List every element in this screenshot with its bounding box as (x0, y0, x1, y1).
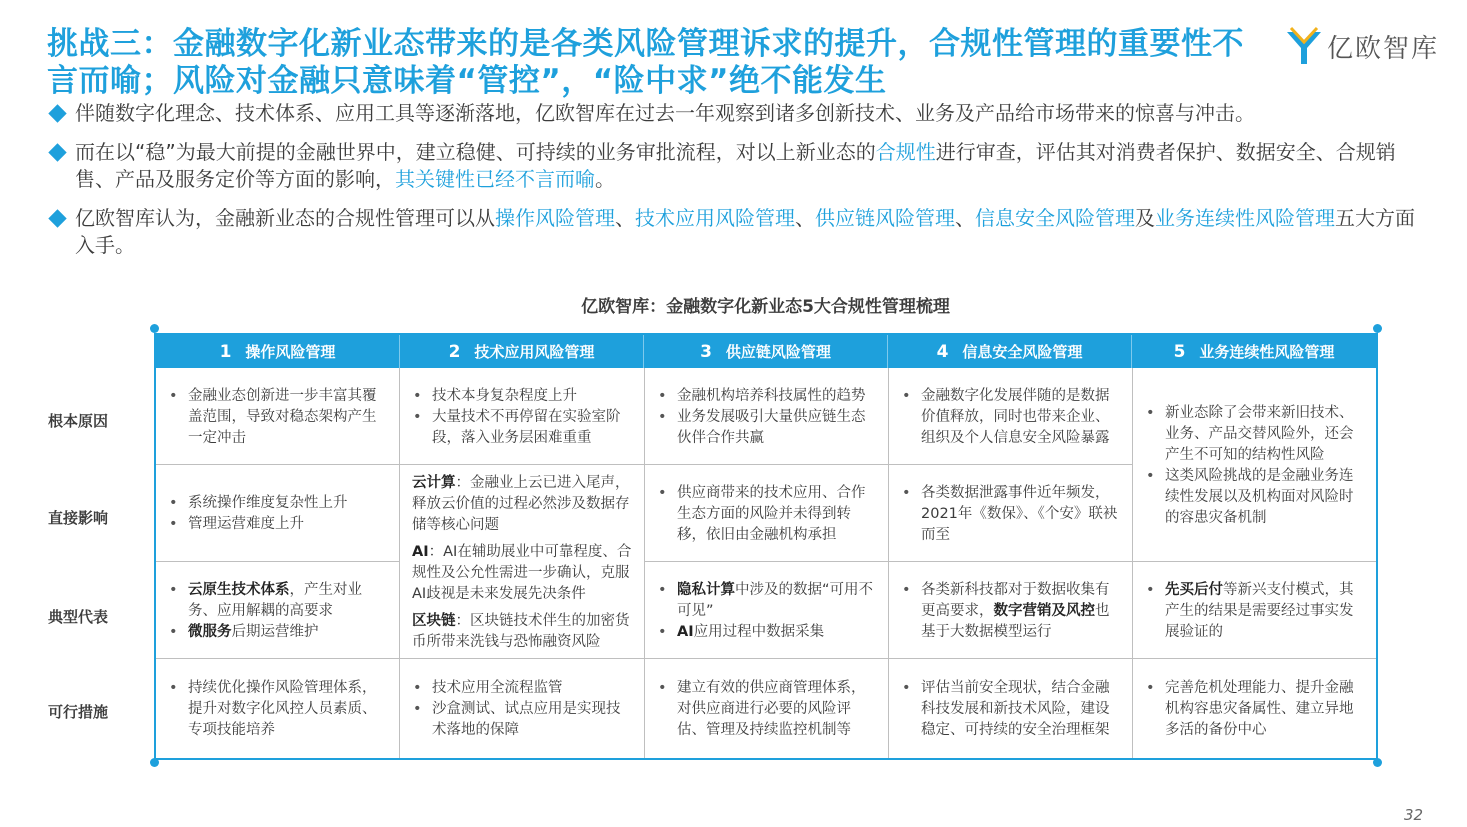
corner-dot-icon (1373, 324, 1382, 333)
diamond-bullet-icon (48, 209, 66, 227)
cell-c2-impact-representative (400, 465, 645, 659)
column-header-3 (644, 335, 888, 368)
cell-c3-measures (645, 659, 889, 758)
list-item: • 金融数字化发展伴随的是数据价值释放，同时也带来企业、组织及个人信息安全风险暴露 (899, 386, 1122, 449)
list-item: • 沙盒测试、试点应用是实现技术落地的保障 (410, 699, 634, 741)
column-number: 4 (936, 341, 949, 362)
item-text: 中涉及的数据“可用不可见” (677, 581, 874, 619)
bold-term: 云原生技术体系 (188, 581, 290, 598)
bullet-text: 亿欧智库认为，金融新业态的合规性管理可以从 (75, 206, 495, 230)
bold-term: 先买后付 (1165, 581, 1223, 598)
highlight-text: 技术应用风险管理 (635, 206, 795, 230)
column-header-5 (1132, 335, 1376, 368)
cell-c1-measures (156, 659, 400, 758)
cell-c2-measures (400, 659, 645, 758)
highlight-text: 信息安全风险管理 (975, 206, 1135, 230)
row-label-root-cause: 根本原因 (48, 412, 109, 430)
list-item (899, 580, 1122, 643)
cell-c2-root (400, 368, 645, 465)
bold-term: AI (677, 623, 694, 640)
row-label-direct-impact: 直接影响 (48, 509, 109, 527)
row-label-typical-case: 典型代表 (48, 608, 109, 626)
bold-term: 数字营销及风控 (993, 602, 1095, 619)
bullet-text: 而在以“稳”为最大前提的金融世界中，建立稳健、可持续的业务审批流程，对以上新业态的 (75, 140, 876, 164)
bullet-text: 五大方面入手。 (75, 206, 1415, 257)
list-item: • 大量技术不再停留在实验室阶段，落入业务层困难重重 (410, 407, 634, 449)
bullet-1 (47, 100, 1427, 127)
diamond-bullet-icon (48, 143, 66, 161)
table-title: 亿欧智库：金融数字化新业态5大合规性管理梳理 (581, 297, 950, 317)
list-item: • 各类数据泄露事件近年频发，2021年《数保》、《个安》联袂而至 (899, 483, 1122, 546)
cell-c4-root (889, 368, 1133, 465)
cell-c4-impact (889, 465, 1133, 562)
bullet-2 (47, 139, 1427, 193)
column-header-4 (888, 335, 1132, 368)
list-item (655, 580, 878, 622)
intro-bullets (47, 100, 1427, 271)
item-text: 也基于大数据模型运行 (921, 602, 1110, 640)
page-number: 32 (1404, 806, 1424, 824)
column-header-1 (156, 335, 400, 368)
cell-c1-representative (156, 562, 400, 659)
cell-c5-representative (1133, 562, 1376, 659)
tech-cloud (412, 473, 636, 536)
list-item: • 建立有效的供应商管理体系，对供应商进行必要的风险评估、管理及持续监控机制等 (655, 678, 878, 741)
table-header (156, 335, 1376, 368)
list-item: • 管理运营难度上升 (166, 514, 389, 535)
list-item: • 金融机构培养科技属性的趋势 (655, 386, 878, 407)
highlight-text: 业务连续性风险管理 (1155, 206, 1335, 230)
item-text: ，产生对业务、应用解耦的高要求 (188, 581, 362, 619)
list-item: • 这类风险挑战的是金融业务连续性发展以及机构面对风险时的容患灾备机制 (1143, 466, 1366, 529)
tech-blockchain (412, 611, 636, 653)
item-text: 应用过程中数据采集 (693, 623, 825, 640)
bullet-3 (47, 205, 1427, 259)
column-number: 5 (1173, 341, 1186, 362)
logo-text: 亿欧智库 (1327, 33, 1440, 64)
item-text: ：区块链技术伴生的加密货币所带来洗钱与恐怖融资风险 (412, 612, 630, 650)
item-text: ：金融业上云已进入尾声，释放云价值的过程必然涉及数据存储等核心问题 (412, 474, 630, 533)
list-item (166, 622, 389, 643)
bullet-text: 进行审查，评估其对消费者保护、数据安全、合规销售、产品及服务定价等方面的影响， (75, 140, 1396, 191)
list-item: • 完善危机处理能力、提升金融机构容患灾备属性、建立异地多活的备份中心 (1143, 678, 1366, 741)
column-label: 技术应用风险管理 (474, 343, 595, 361)
bold-term: 区块链 (412, 612, 456, 629)
column-label: 业务连续性风险管理 (1199, 343, 1335, 361)
highlight-text: 其关键性已经不言而喻 (395, 167, 595, 191)
bold-term: 隐私计算 (677, 581, 735, 598)
list-item: • 供应商带来的技术应用、合作生态方面的风险并未得到转移，依旧由金融机构承担 (655, 483, 878, 546)
list-item: • 技术应用全流程监管 (410, 678, 634, 699)
cell-c3-root (645, 368, 889, 465)
cell-c5-root-impact (1133, 368, 1376, 562)
item-text: 等新兴支付模式，其产生的结果是需要经过事实发展验证的 (1165, 581, 1354, 640)
corner-dot-icon (150, 324, 159, 333)
list-item: • 业务发展吸引大量供应链生态伙伴合作共赢 (655, 407, 878, 449)
compliance-table (154, 333, 1378, 760)
highlight-text: 供应链风险管理 (815, 206, 955, 230)
list-item: • 金融业态创新进一步丰富其覆盖范围，导致对稳态架构产生一定冲击 (166, 386, 389, 449)
bullet-text: 及 (1135, 206, 1155, 230)
row-label-measures: 可行措施 (48, 703, 109, 721)
bullet-text: 。 (595, 167, 615, 191)
bullet-text: 伴随数字化理念、技术体系、应用工具等逐渐落地，亿欧智库在过去一年观察到诸多创新技术、业务及产品给市场带来的惊喜与冲击。 (75, 101, 1255, 125)
highlight-text: 操作风险管理 (495, 206, 615, 230)
page-title: 挑战三：金融数字化新业态带来的是各类风险管理诉求的提升，合规性管理的重要性不言而喻；风险对金融只意味着“管控”，“险中求”绝不能发生 (47, 26, 1244, 99)
cell-c1-impact (156, 465, 400, 562)
brand-logo (1285, 24, 1439, 68)
bold-term: 云计算 (412, 474, 456, 491)
column-label: 供应链风险管理 (725, 343, 831, 361)
highlight-text: 合规性 (875, 140, 936, 164)
bold-term: 微服务 (188, 623, 232, 640)
cell-c3-impact (645, 465, 889, 562)
column-number: 3 (700, 341, 712, 362)
cell-c4-measures (889, 659, 1133, 758)
item-text: 各类新科技都对于数据收集有更高要求， (921, 581, 1110, 619)
column-label: 操作风险管理 (245, 343, 336, 361)
list-item (1143, 580, 1366, 643)
item-text: 后期运营维护 (231, 623, 319, 640)
list-item: • 系统操作维度复杂性上升 (166, 493, 389, 514)
list-item (655, 622, 878, 643)
bullet-text: 、 (615, 206, 635, 230)
cell-c5-measures (1133, 659, 1376, 758)
cell-c1-root (156, 368, 400, 465)
list-item: • 技术本身复杂程度上升 (410, 386, 634, 407)
list-item (166, 580, 389, 622)
cell-c4-representative (889, 562, 1133, 659)
column-number: 1 (219, 341, 232, 362)
tech-ai (412, 542, 636, 605)
item-text: ：AI在辅助展业中可靠程度、合规性及公允性需进一步确认，克服AI歧视是未来发展先决条件 (412, 543, 632, 602)
bullet-text: 、 (795, 206, 815, 230)
diamond-bullet-icon (48, 104, 66, 122)
bullet-text: 、 (955, 206, 975, 230)
column-header-2 (400, 335, 644, 368)
column-number: 2 (448, 341, 461, 362)
cell-c3-representative (645, 562, 889, 659)
column-label: 信息安全风险管理 (962, 343, 1083, 361)
list-item: • 新业态除了会带来新旧技术、业务、产品交替风险外，还会产生不可知的结构性风险 (1143, 403, 1366, 466)
yiou-logo-icon (1285, 26, 1323, 66)
bold-term: AI (412, 543, 429, 560)
list-item: • 持续优化操作风险管理体系，提升对数字化风控人员素质、专项技能培养 (166, 678, 389, 741)
list-item: • 评估当前安全现状，结合金融科技发展和新技术风险，建设稳定、可持续的安全治理框架 (899, 678, 1122, 741)
